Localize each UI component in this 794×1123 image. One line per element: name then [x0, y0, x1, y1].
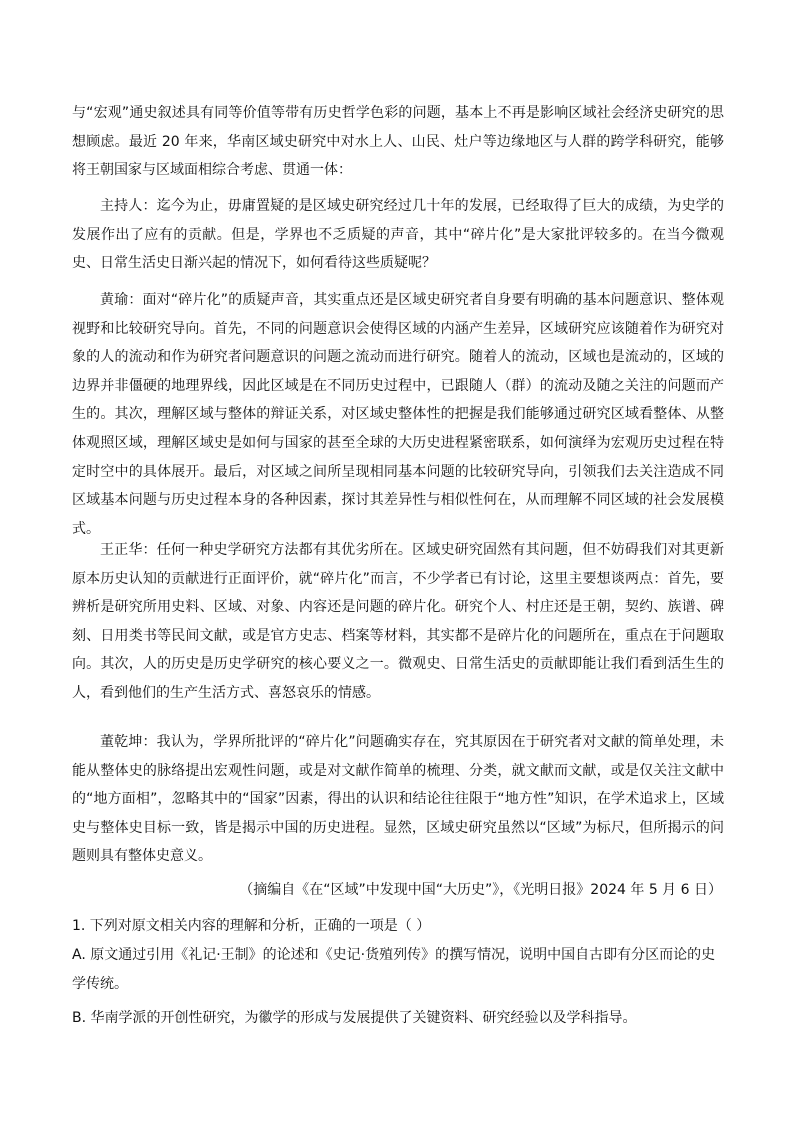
- question-option-b: B. 华南学派的开创性研究，为徽学的形成与发展提供了关键资料、研究经验以及学科指导。: [72, 1010, 637, 1026]
- question-stem: 1. 下列对原文相关内容的理解和分析，正确的一项是（ ）: [72, 918, 431, 934]
- article-paragraph-dong: 董乾坤：我认为，学界所批评的“碎片化”问题确实存在，究其原因在于研究者对文献的简单处理，未能从整体史的脉络提出宏观性问题，或是对文献作简单的梳理、分类，就文献而文献，或是仅关注文献中的“地方面相”，忽略其中的“国家”因素，得出的认识和结论往往限于“地方性”知识，在学术追求上，区域史与整体史目标一致，皆是揭示中国的历史进程。显然，区域史研究虽然以“区域”为标尺，但所揭示的问题则具有整体史意义。: [72, 734, 724, 865]
- article-paragraph-huang: 黄瑜：面对“碎片化”的质疑声音，其实重点还是区域史研究者自身要有明确的基本问题意识、整体观视野和比较研究导向。首先，不同的问题意识会使得区域的内涵产生差异，区域研究应该随着作为研究对象的人的流动和作为研究者问题意识的问题之流动而进行研究。随着人的流动，区域也是流动的，区域的边界并非僵硬的地理界线，因此区域是在不同历史过程中，已跟随人（群）的流动及随之关注的问题而产生的。其次，理解区域与整体的辩证关系，对区域史整体性的把握是我们能够通过研究区域看整体、从整体观照区域，理解区域史是如何与国家的甚至全球的大历史进程紧密联系，如何演绎为宏观历史过程在特定时空中的具体展开。最后，对区域之间所呈现相同基本问题的比较研究导向，引领我们去关注造成不同区域基本问题与历史过程本身的各种因素，探讨其差异性与相似性何在，从而理解不同区域的社会发展模式。: [72, 292, 724, 537]
- question-option-a: A. 原文通过引用《礼记·王制》的论述和《史记·货殖列传》的撰写情况，说明中国自古即有分区而论的史学传统。: [72, 947, 716, 992]
- article-paragraph-host: 主持人：迄今为止，毋庸置疑的是区域史研究经过几十年的发展，已经取得了巨大的成绩，为史学的发展作出了应有的贡献。但是，学界也不乏质疑的声音，其中“碎片化”是大家批评较多的。在当今微观史、日常生活史日渐兴起的情况下，如何看待这些质疑呢？: [72, 198, 724, 272]
- article-source-citation: （摘编自《在“区域”中发现中国“大历史”》，《光明日报》2024 年 5 月 6 日）: [239, 882, 722, 898]
- article-paragraph-wang: 王正华：任何一种史学研究方法都有其优劣所在。区域史研究固然有其问题，但不妨碍我们对其更新原本历史认知的贡献进行正面评价，就“碎片化”而言，不少学者已有讨论，这里主要想谈两点：首先，要辨析是研究所用史料、区域、对象、内容还是问题的碎片化。研究个人、村庄还是王朝，契约、族谱、碑刻、日用类书等民间文献，或是官方史志、档案等材料，其实都不是碎片化的问题所在，重点在于问题取向。其次，人的历史是历史学研究的核心要义之一。微观史、日常生活史的贡献即能让我们看到活生生的人，看到他们的生产生活方式、喜怒哀乐的情感。: [72, 542, 724, 701]
- article-paragraph-intro: 与“宏观”通史叙述具有同等价值等带有历史哲学色彩的问题，基本上不再是影响区域社会经济史研究的思想顾虑。最近 20 年来，华南区域史研究中对水上人、山民、灶户等边缘地区与人群的跨学科研究，能够将王朝国家与区域面相综合考虑、贯通一体：: [72, 105, 724, 179]
